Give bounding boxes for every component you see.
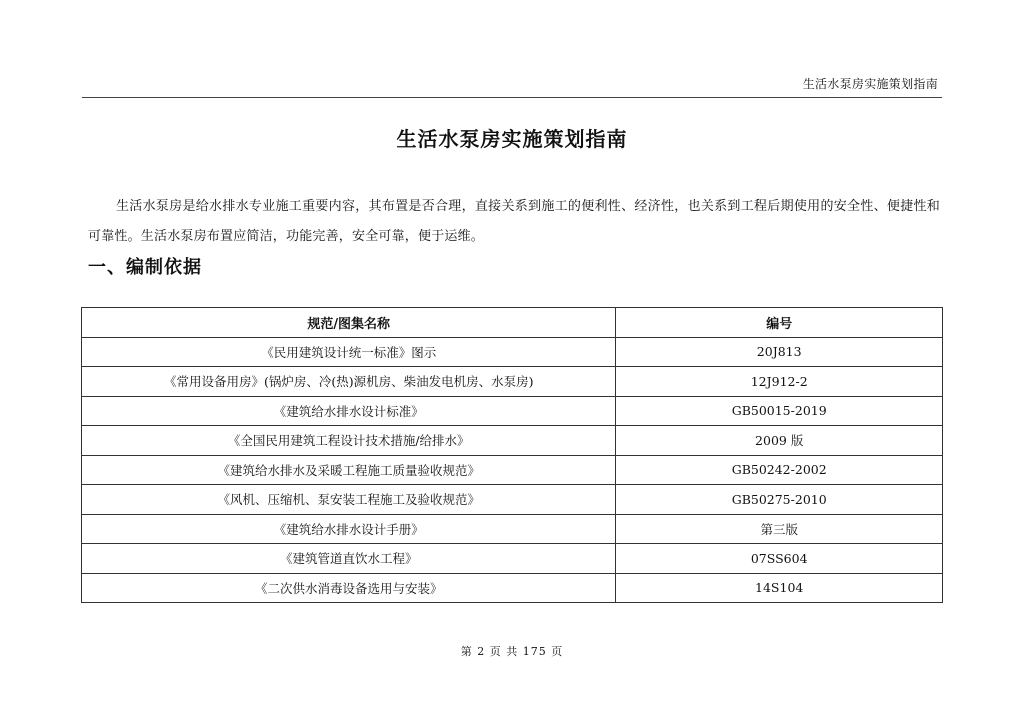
table-row <box>82 544 943 574</box>
standard-name-cell: 《民用建筑设计统一标准》图示 <box>82 337 616 367</box>
standard-code-cell: 12J912-2 <box>616 367 943 397</box>
reference-standards-table <box>81 307 943 603</box>
standard-code-cell: 20J813 <box>616 337 943 367</box>
standard-name-cell: 《风机、压缩机、泵安装工程施工及验收规范》 <box>82 485 616 515</box>
table-row <box>82 514 943 544</box>
standard-name-cell: 《建筑给水排水及采暖工程施工质量验收规范》 <box>82 455 616 485</box>
table-row <box>82 426 943 456</box>
standard-name-cell: 《全国民用建筑工程设计技术措施/给排水》 <box>82 426 616 456</box>
table-row <box>82 573 943 603</box>
table-row <box>82 396 943 426</box>
table-row <box>82 455 943 485</box>
standard-name-cell: 《建筑给水排水设计手册》 <box>82 514 616 544</box>
column-header-code: 编号 <box>616 308 943 338</box>
standard-code-cell: 07SS604 <box>616 544 943 574</box>
running-header: 生活水泵房实施策划指南 <box>802 77 938 91</box>
standard-code-cell: 第三版 <box>616 514 943 544</box>
standard-name-cell: 《常用设备用房》(锅炉房、冷(热)源机房、柴油发电机房、水泵房) <box>82 367 616 397</box>
column-header-name: 规范/图集名称 <box>82 308 616 338</box>
intro-paragraph: 生活水泵房是给水排水专业施工重要内容，其布置是否合理，直接关系到施工的便利性、经济性，也关系到工程后期使用的安全性、便捷性和可靠性。生活水泵房布置应简洁，功能完善，安全可靠，便于运维。 <box>88 199 940 244</box>
table-row <box>82 485 943 515</box>
standard-code-cell: GB50275-2010 <box>616 485 943 515</box>
standard-code-cell: GB50242-2002 <box>616 455 943 485</box>
standard-code-cell: GB50015-2019 <box>616 396 943 426</box>
standard-name-cell: 《建筑管道直饮水工程》 <box>82 544 616 574</box>
document-title: 生活水泵房实施策划指南 <box>396 127 628 151</box>
table-header-row <box>82 308 943 338</box>
table-row <box>82 367 943 397</box>
standard-code-cell: 2009 版 <box>616 426 943 456</box>
section-heading-basis: 一、编制依据 <box>88 257 202 278</box>
page-number-footer: 第 2 页 共 175 页 <box>460 645 564 658</box>
standard-name-cell: 《二次供水消毒设备选用与安装》 <box>82 573 616 603</box>
standard-code-cell: 14S104 <box>616 573 943 603</box>
header-rule <box>82 97 942 98</box>
standard-name-cell: 《建筑给水排水设计标准》 <box>82 396 616 426</box>
table-row <box>82 337 943 367</box>
